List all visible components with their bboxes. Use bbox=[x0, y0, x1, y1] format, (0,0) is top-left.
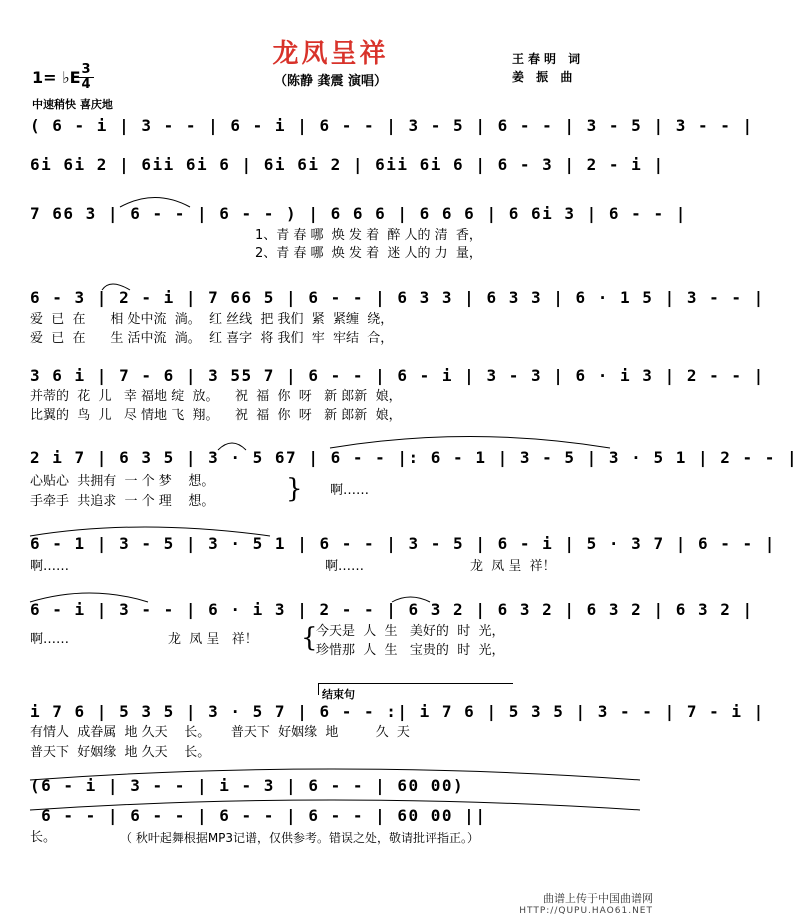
composer-credit: 姜 振 曲 bbox=[512, 70, 577, 84]
lyric-v2-line6: 手牵手 共追求 一 个 理 想。 bbox=[30, 494, 215, 509]
lyric-v2-line8: 珍惜那 人 生 宝贵的 时 光， bbox=[316, 643, 505, 658]
site-credit: 曲谱上传于中国曲谱网 bbox=[543, 892, 653, 905]
lyric-v1-line4: 爱 已 在 相 处中流 淌。 红 丝线 把 我们 紧 紧缠 绕， bbox=[30, 312, 394, 327]
score-line-4: 6 - 3 | 2 - i | 7 66 5 | 6 - - | 6 3 3 | 6 3 3 | 6 · 1 5 | 3 - - | bbox=[30, 288, 765, 307]
lyric-v1-line6: 心贴心 共拥有 一 个 梦 想。 bbox=[30, 474, 215, 489]
lyric-line8-left: 啊…… bbox=[30, 632, 70, 647]
key-signature: 1= ♭E bbox=[32, 68, 81, 87]
score-line-6: 2 i 7 | 6 3 5 | 3 · 5 67 | 6 - - |: 6 - 1 | 3 - 5 | 3 · 5 1 | 2 - - | bbox=[30, 448, 798, 467]
lyric-line7-left: 啊…… bbox=[30, 559, 70, 574]
score-line-1: ( 6 - i | 3 - - | 6 - i | 6 - - | 3 - 5 | 6 - - | 3 - 5 | 3 - - | bbox=[30, 116, 754, 135]
lyric-line7-right: 龙 凤 呈 祥！ bbox=[470, 559, 556, 574]
lyric-aa-line6: 啊…… bbox=[330, 483, 370, 498]
lyric-v2-line5: 比翼的 鸟 儿 尽 情地 飞 翔。 祝 福 你 呀 新 郎新 娘， bbox=[30, 408, 402, 423]
score-line-2: 6i 6i 2 | 6ii 6i 6 | 6i 6i 2 | 6ii 6i 6 | 6 - 3 | 2 - i | bbox=[30, 155, 665, 174]
score-line-5: 3 6 i | 7 - 6 | 3 55 7 | 6 - - | 6 - i | 3 - 3 | 6 · i 3 | 2 - - | bbox=[30, 366, 765, 385]
meter-top: 3 bbox=[81, 62, 91, 77]
lyric-v1-line3: 1、青 春 哪 焕 发 着 醉 人的 清 香， bbox=[255, 228, 482, 243]
meter-bottom: 4 bbox=[81, 77, 91, 92]
site-url: HTTP://QUPU.HAO61.NET bbox=[519, 906, 653, 916]
footnote: （ 秋叶起舞根据MP3记谱，仅供参考。错误之处，敬请批评指正。） bbox=[120, 831, 480, 845]
lyric-line8-mid: 龙 凤 呈 祥！ bbox=[168, 632, 258, 647]
ending-marker: 结束句 bbox=[318, 683, 513, 695]
time-signature bbox=[78, 64, 94, 91]
lyric-v1-line5: 并蒂的 花 儿 幸 福地 绽 放。 祝 福 你 呀 新 郎新 娘， bbox=[30, 389, 402, 404]
verse-brace: } bbox=[286, 474, 303, 504]
score-line-3: 7 66 3 | 6 - - | 6 - - ) | 6 6 6 | 6 6 6 | 6 6i 3 | 6 - - | bbox=[30, 204, 687, 223]
lyricist-credit: 王春明 词 bbox=[512, 52, 585, 66]
lyric-line7-mid: 啊…… bbox=[325, 559, 365, 574]
score-line-7: 6 - 1 | 3 - 5 | 3 · 5 1 | 6 - - | 3 - 5 | 6 - i | 5 · 3 7 | 6 - - | bbox=[30, 534, 776, 553]
tempo-marking: 中速稍快 喜庆地 bbox=[32, 98, 113, 111]
lyric-v1-line9: 有情人 成眷属 地 久天 长。 普天下 好姻缘 地 久 天 bbox=[30, 725, 410, 740]
lyric-v2-line9: 普天下 好姻缘 地 久天 长。 bbox=[30, 745, 211, 760]
verse-brace-2: { bbox=[301, 623, 318, 653]
score-line-11: 6 - - | 6 - - | 6 - - | 6 - - | 60 00 || bbox=[30, 806, 487, 825]
score-line-9: i 7 6 | 5 3 5 | 3 · 5 7 | 6 - - :| i 7 6 | 5 3 5 | 3 - - | 7 - i | bbox=[30, 702, 765, 721]
lyric-v2-line3: 2、青 春 哪 焕 发 着 迷 人的 力 量， bbox=[255, 246, 482, 261]
score-line-8: 6 - i | 3 - - | 6 · i 3 | 2 - - | 6 3 2 | 6 3 2 | 6 3 2 | 6 3 2 | bbox=[30, 600, 754, 619]
score-line-10: (6 - i | 3 - - | i - 3 | 6 - - | 60 00) bbox=[30, 776, 465, 795]
slur-arc bbox=[330, 437, 610, 449]
song-title: 龙凤呈祥 bbox=[272, 39, 389, 69]
singers-credit: （陈静 龚震 演唱） bbox=[273, 74, 388, 89]
lyric-v2-line4: 爱 已 在 生 活中流 淌。 红 喜字 将 我们 牢 牢结 合， bbox=[30, 331, 394, 346]
lyric-v1-line8: 今天是 人 生 美好的 时 光， bbox=[316, 624, 505, 639]
lyric-line11: 长。 bbox=[30, 830, 57, 845]
